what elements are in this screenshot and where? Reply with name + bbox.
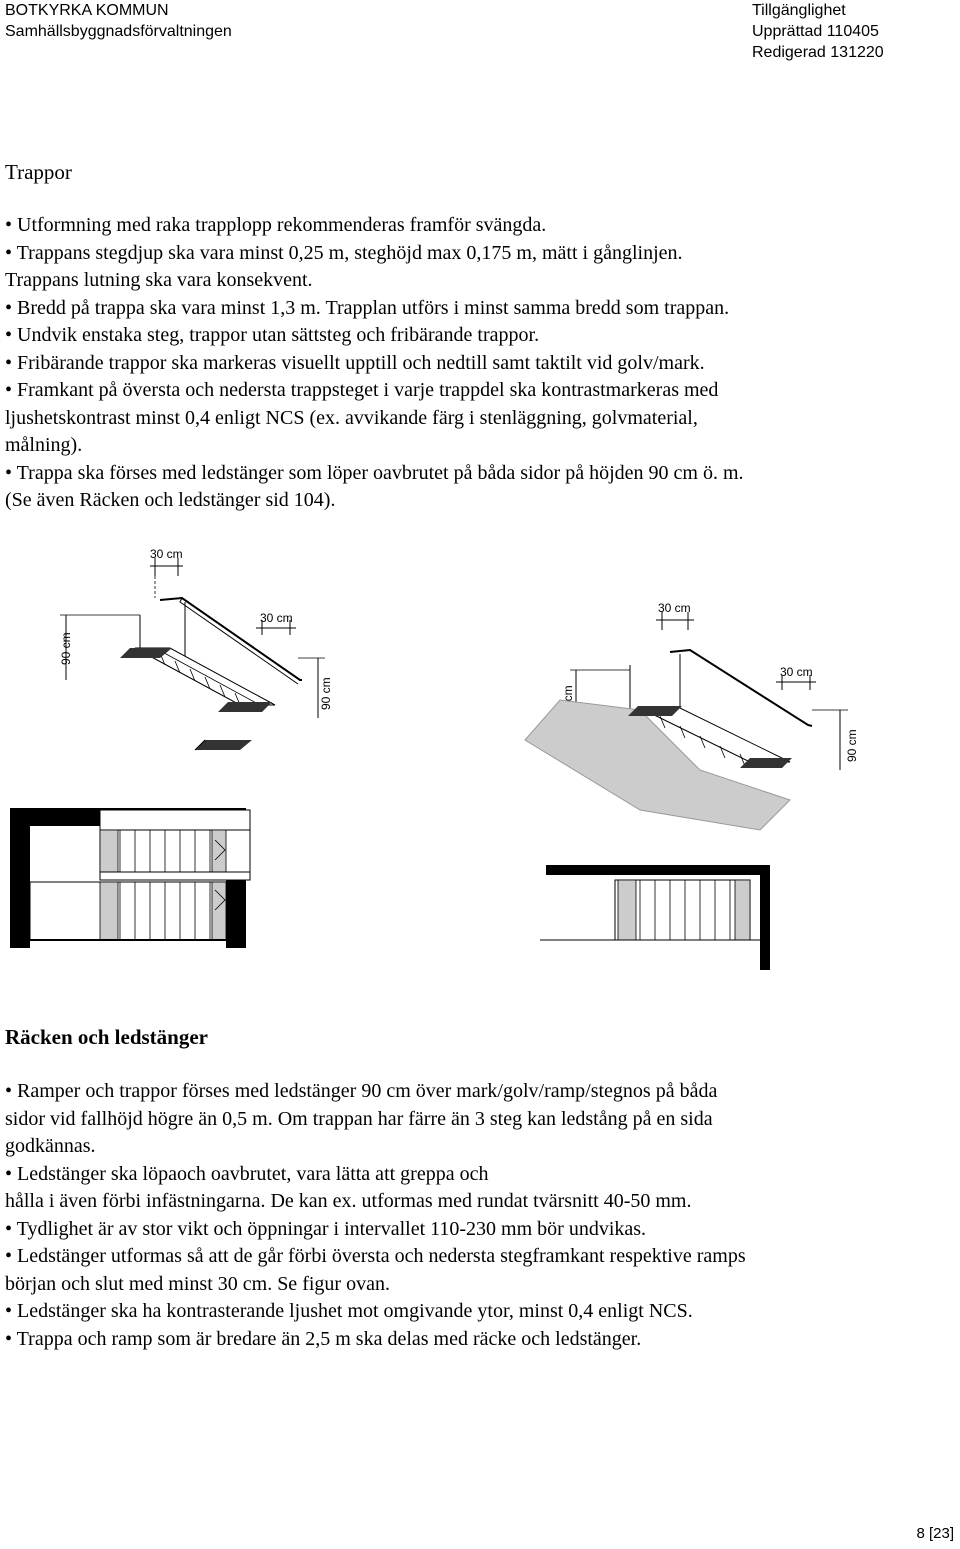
dim-label-90cm: 90 cm <box>319 677 333 710</box>
right-stair-perspective <box>525 601 859 830</box>
railings-line: godkännas. <box>5 1135 96 1157</box>
section-title-railings: Räcken och ledstänger <box>5 1025 208 1049</box>
document-topic: Tillgänglighet <box>752 2 846 19</box>
stairs-line: ljushetskontrast minst 0,4 enligt NCS (ex. avvikande färg i stenläggning, golvmaterial, <box>5 406 698 429</box>
stairs-line: Trappans lutning ska vara konsekvent. <box>5 269 313 291</box>
page-number: 8 [23] <box>916 1525 954 1542</box>
railings-line: • Ledstänger ska ha kontrasterande ljushet mot omgivande ytor, minst 0,4 enligt NCS. <box>5 1300 693 1322</box>
railings-line: början och slut med minst 30 cm. Se figur ovan. <box>5 1272 390 1295</box>
stairs-line: • Undvik enstaka steg, trappor utan sättsteg och fribärande trappor. <box>5 324 540 346</box>
stairs-line: • Bredd på trappa ska vara minst 1,3 m. Trapplan utförs i minst samma bredd som trappan. <box>5 296 730 319</box>
dim-label-30cm: 30 cm <box>658 601 691 615</box>
railings-line: hålla i även förbi infästningarna. De kan ex. utformas med rundat tvärsnitt 40-50 mm. <box>5 1190 692 1212</box>
stairs-line: målning). <box>5 434 83 456</box>
dim-label-30cm: 30 cm <box>780 665 813 679</box>
stairs-figure <box>0 540 960 980</box>
stairs-line: • Utformning med raka trapplopp rekommenderas framför svängda. <box>5 214 547 236</box>
railings-line: • Tydlighet är av stor vikt och öppningar i intervallet 110-230 mm bör undvikas. <box>5 1217 647 1240</box>
document-header-left <box>5 0 232 42</box>
section-title-stairs: Trappor <box>5 160 72 184</box>
stairs-line: • Fribärande trappor ska markeras visuellt upptill och nedtill samt taktilt vid golv/mark. <box>5 351 705 374</box>
railings-text <box>5 1078 746 1353</box>
left-stair-perspective <box>59 547 333 750</box>
document-header-right <box>752 0 884 63</box>
dim-label-90cm: 90 cm <box>59 632 73 665</box>
railings-line: • Ledstänger ska löpaoch oavbrutet, vara lätta att greppa och <box>5 1162 489 1185</box>
created-date: Upprättad 110405 <box>752 23 879 40</box>
railings-line: • Trappa och ramp som är bredare än 2,5 m ska delas med räcke och ledstänger. <box>5 1327 642 1350</box>
stairs-line: (Se även Räcken och ledstänger sid 104). <box>5 489 336 511</box>
railings-line: • Ramper och trappor förses med ledstänger 90 cm över mark/golv/ramp/stegnos på båda <box>5 1080 718 1102</box>
stairs-text <box>5 212 744 515</box>
municipality-name: BOTKYRKA KOMMUN <box>5 2 169 19</box>
stairs-line: • Trappa ska förses med ledstänger som löper oavbrutet på båda sidor på höjden 90 cm ö. m. <box>5 461 744 484</box>
department-name: Samhällsbyggnadsförvaltningen <box>5 23 232 40</box>
right-stair-plan <box>540 865 770 970</box>
dim-label-30cm: 30 cm <box>260 611 293 625</box>
left-stair-plan <box>10 808 250 956</box>
railings-line: • Ledstänger utformas så att de går förbi översta och nedersta stegframkant respektive ramps <box>5 1245 746 1267</box>
railings-line: sidor vid fallhöjd högre än 0,5 m. Om trappan har färre än 3 steg kan ledstång på en sida <box>5 1107 713 1130</box>
edited-date: Redigerad 131220 <box>752 44 884 61</box>
stairs-line: • Trappans stegdjup ska vara minst 0,25 m, steghöjd max 0,175 m, mätt i gånglinjen. <box>5 241 683 264</box>
dim-label-30cm: 30 cm <box>150 547 183 561</box>
stairs-line: • Framkant på översta och nedersta trappsteget i varje trappdel ska kontrastmarkeras med <box>5 379 719 401</box>
dim-label-90cm: 90 cm <box>845 729 859 762</box>
